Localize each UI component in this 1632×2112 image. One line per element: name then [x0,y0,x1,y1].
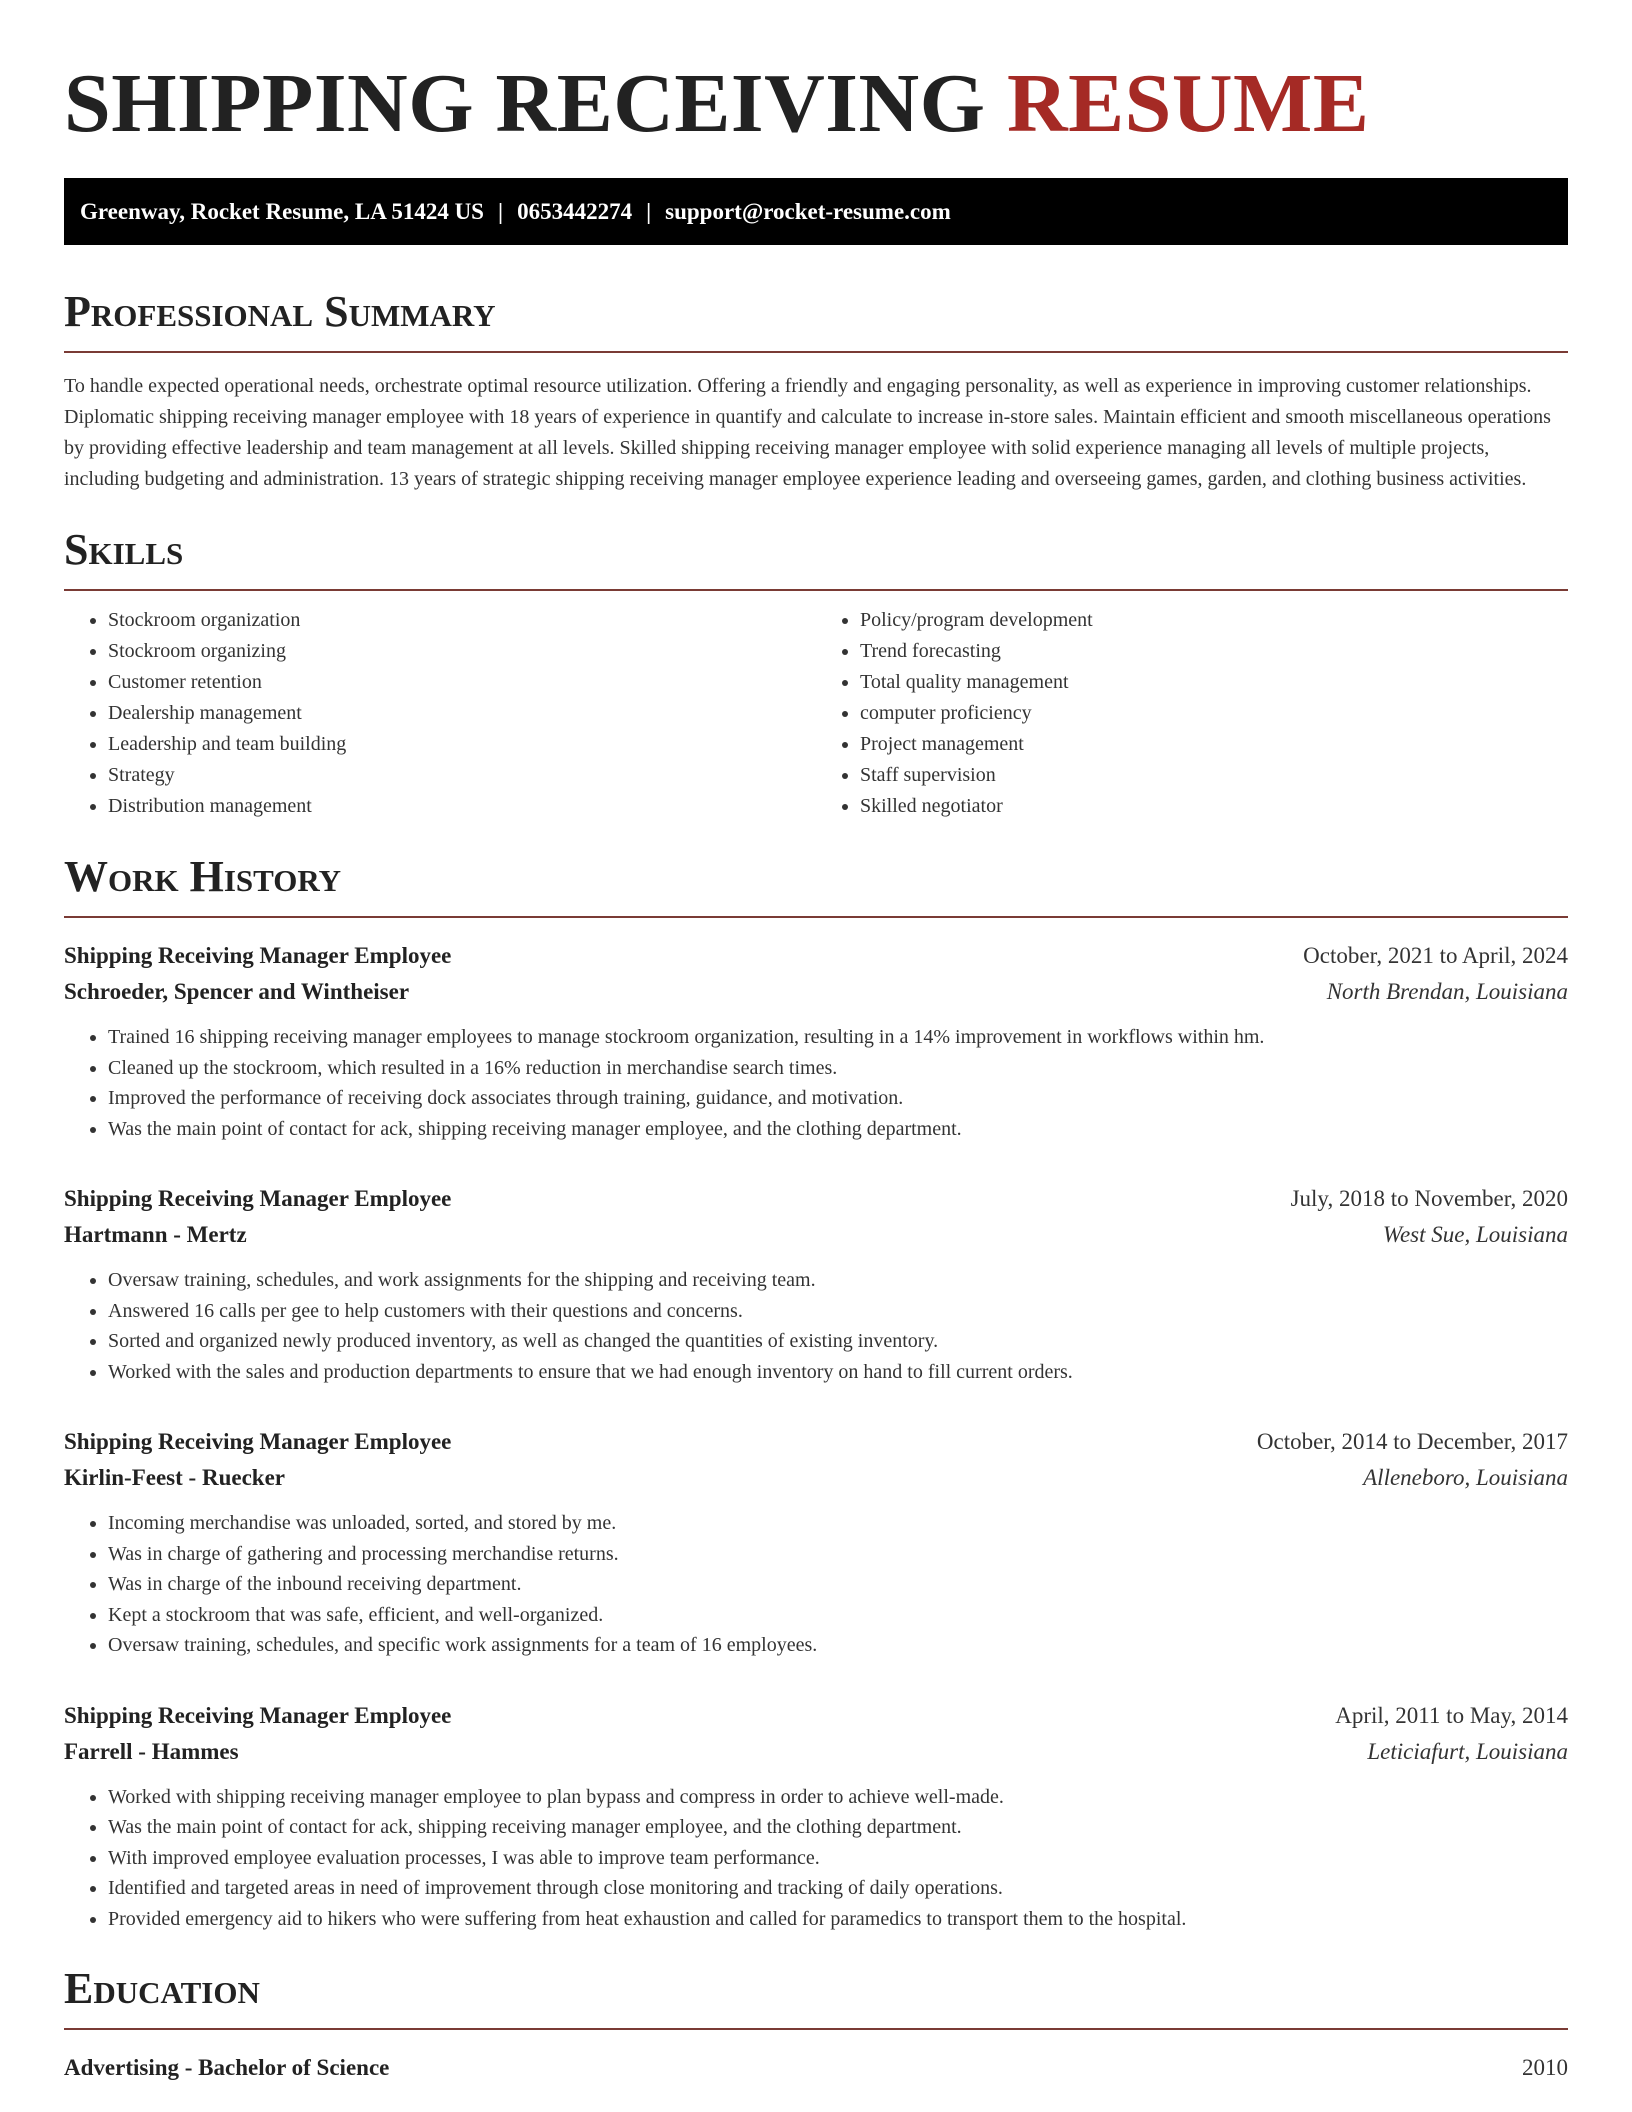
job-dates: April, 2011 to May, 2014 [1335,1702,1568,1728]
job-bullet-list [64,1782,1568,1935]
contact-email: support@rocket-resume.com [665,199,951,224]
education-year: 2010 [1522,2055,1568,2080]
section-divider [64,2028,1568,2030]
resume-title [64,0,1568,150]
skill-item: • computer proficiency [860,698,1568,729]
job-bullet: • Was the main point of contact for ack, shipping receiving manager employee, and the clothing department. [108,1812,1568,1843]
job-header-row [64,1698,1568,1734]
job-header-row [64,938,1568,974]
summary-text: To handle expected operational needs, orchestrate optimal resource utilization. Offering a friendly and engaging personality, as well as experience in improving customer relationships. Diplomatic shipping receiving manager employee with 18 years of experience in quantify and calculate to increase in-store sales. Maintain efficient and smooth miscellaneous operations by providing effective leadership and team management at all levels. Skilled shipping receiving manager employee with solid experience managing all levels of multiple projects, including budgeting and administration. 13 years of strategic shipping receiving manager employee experience leading and overseeing games, garden, and clothing business activities. [64,375,1551,490]
job-dates: October, 2021 to April, 2024 [1303,943,1568,968]
section-heading: Professional Summary [64,287,496,336]
job-bullet: • Improved the performance of receiving dock associates through training, guidance, and motivation. [108,1083,1568,1114]
job-company: Schroeder, Spencer and Wintheiser [64,979,410,1004]
skill-item: • Staff supervision [860,760,1568,791]
job-bullet: • Worked with the sales and production departments to ensure that we had enough inventory on hand to fill current orders. [108,1357,1568,1388]
job-dates: July, 2018 to November, 2020 [1290,1186,1568,1211]
skill-item: • Policy/program development [860,605,1568,636]
job-bullet: • Was in charge of gathering and processing merchandise returns. [108,1539,1568,1570]
education-entry [64,2050,1568,2086]
contact-separator: | [646,199,652,224]
job-location: Leticiafurt, Louisiana [1367,1738,1568,1764]
job-company-row [64,974,1568,1010]
skill-item: • Customer retention [108,667,816,698]
section-heading: Work History [64,852,342,901]
job-header-row [64,1424,1568,1460]
job-bullet: • Worked with shipping receiving manager employee to plan bypass and compress in order to achieve well-made. [108,1782,1568,1813]
section-divider [64,589,1568,591]
section-divider [64,351,1568,353]
section-heading: Skills [64,525,184,574]
skill-item: • Leadership and team building [108,729,816,760]
job-bullet: • Sorted and organized newly produced inventory, as well as changed the quantities of existing inventory. [108,1326,1568,1357]
job-location: Alleneboro, Louisiana [1363,1465,1568,1490]
job-bullet: • Provided emergency aid to hikers who were suffering from heat exhaustion and called for paramedics to transport them to the hospital. [108,1904,1568,1935]
job-company: Farrell - Hammes [64,1738,239,1764]
work-history-section [64,852,1568,1934]
title-accent: RESUME [1006,57,1370,150]
education-section [64,1964,1568,2086]
contact-phone: 0653442274 [517,199,633,224]
job-company-row [64,1217,1568,1253]
contact-bar [64,178,1568,245]
skills-grid [64,605,1568,822]
job-location: North Brendan, Louisiana [1326,979,1568,1004]
skills-column-left [64,605,816,822]
job-dates: October, 2014 to December, 2017 [1256,1429,1568,1454]
professional-summary-section [64,287,1568,495]
job-title: Shipping Receiving Manager Employee [64,1429,452,1454]
skill-item: • Skilled negotiator [860,791,1568,822]
job-entry [64,1181,1568,1387]
job-bullet-list [64,1265,1568,1387]
skill-item: • Dealership management [108,698,816,729]
job-title: Shipping Receiving Manager Employee [64,1702,452,1728]
job-company-row [64,1734,1568,1770]
job-title: Shipping Receiving Manager Employee [64,943,452,968]
skills-column-right [816,605,1568,822]
skill-item: • Stockroom organization [108,605,816,636]
job-entry [64,938,1568,1144]
job-bullet: • Identified and targeted areas in need of improvement through close monitoring and tracking of daily operations. [108,1873,1568,1904]
job-company: Kirlin-Feest - Ruecker [64,1465,285,1490]
job-bullet: • Oversaw training, schedules, and work assignments for the shipping and receiving team. [108,1265,1568,1296]
skill-item: • Stockroom organizing [108,636,816,667]
skill-item: • Total quality management [860,667,1568,698]
job-bullet: • Was in charge of the inbound receiving department. [108,1569,1568,1600]
job-bullet: • Oversaw training, schedules, and specific work assignments for a team of 16 employees. [108,1630,1568,1661]
job-entry [64,1424,1568,1661]
job-entry [64,1698,1568,1935]
job-location: West Sue, Louisiana [1382,1222,1568,1247]
contact-address: Greenway, Rocket Resume, LA 51424 US [80,199,484,224]
job-bullet: • Answered 16 calls per gee to help customers with their questions and concerns. [108,1296,1568,1327]
skill-item: • Project management [860,729,1568,760]
education-degree: Advertising - Bachelor of Science [64,2055,390,2080]
skill-item: • Distribution management [108,791,816,822]
job-bullet-list [64,1508,1568,1661]
job-header-row [64,1181,1568,1217]
contact-separator: | [497,199,504,224]
job-title: Shipping Receiving Manager Employee [64,1186,452,1211]
job-bullet: • Kept a stockroom that was safe, efficient, and well-organized. [108,1600,1568,1631]
job-company: Hartmann - Mertz [64,1222,247,1247]
title-main: SHIPPING RECEIVING [64,57,986,150]
job-bullet: • Cleaned up the stockroom, which resulted in a 16% reduction in merchandise search times. [108,1053,1568,1084]
job-bullet: • Was the main point of contact for ack, shipping receiving manager employee, and the clothing department. [108,1114,1568,1145]
job-bullet: • With improved employee evaluation processes, I was able to improve team performance. [108,1843,1568,1874]
job-bullet: • Trained 16 shipping receiving manager employees to manage stockroom organization, resulting in a 14% improvement in workflows within hm. [108,1022,1568,1053]
job-bullet: • Incoming merchandise was unloaded, sorted, and stored by me. [108,1508,1568,1539]
job-bullet-list [64,1022,1568,1144]
skills-section [64,525,1568,822]
job-company-row [64,1460,1568,1496]
section-heading: Education [64,1964,260,2013]
section-divider [64,916,1568,918]
skill-item: • Trend forecasting [860,636,1568,667]
skill-item: • Strategy [108,760,816,791]
